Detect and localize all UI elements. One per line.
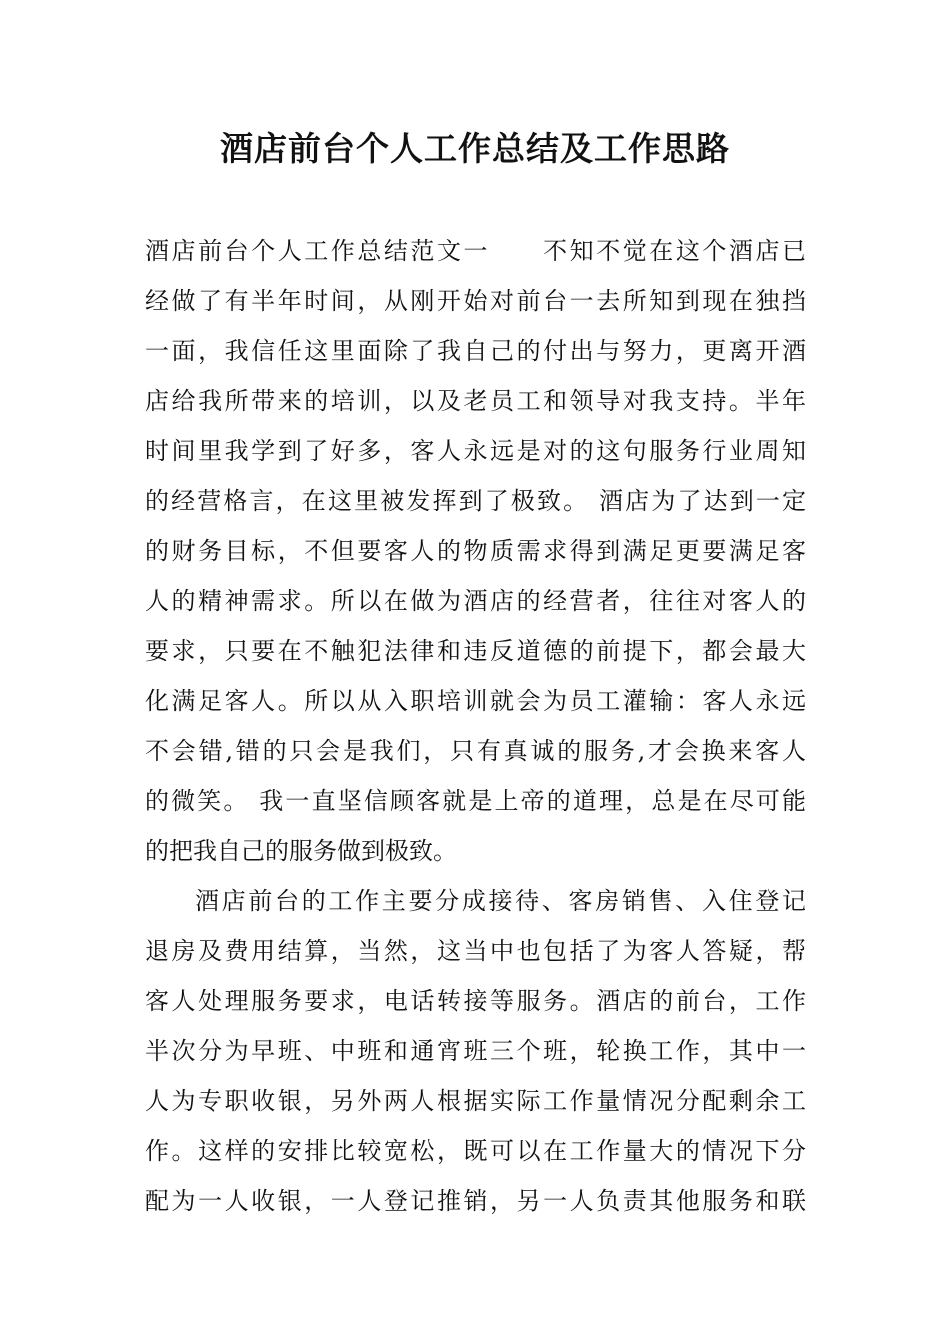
text-line: 时间里我学到了好多，客人永远是对的这句服务行业周知	[145, 437, 806, 465]
text-line: 半次分为早班、中班和通宵班三个班，轮换工作，其中一	[145, 1037, 806, 1065]
text-line: 经做了有半年时间，从刚开始对前台一去所知到现在独挡	[145, 287, 806, 315]
text-line: 人为专职收银，另外两人根据实际工作量情况分配剩余工	[145, 1087, 806, 1115]
text-line: 不会错,错的只会是我们，只有真诚的服务,才会换来客人	[145, 737, 806, 765]
text-line: 化满足客人。所以从入职培训就会为员工灌输：客人永远	[145, 687, 806, 715]
text-line: 要求，只要在不触犯法律和违反道德的前提下，都会最大	[145, 637, 806, 665]
text-line: 配为一人收银，一人登记推销，另一人负责其他服务和联	[145, 1187, 806, 1215]
text-line: 店给我所带来的培训，以及老员工和领导对我支持。半年	[145, 387, 806, 415]
text-line: 的把我自己的服务做到极致。	[145, 837, 457, 865]
document-body	[145, 226, 806, 1226]
text-line: 一面，我信任这里面除了我自己的付出与努力，更离开酒	[145, 337, 806, 365]
text-line: 酒店前台的工作主要分成接待、客房销售、入住登记	[195, 887, 806, 915]
text-line: 的微笑。 我一直坚信顾客就是上帝的道理，总是在尽可能	[145, 787, 806, 815]
text-line: 酒店前台个人工作总结范文一 不知不觉在这个酒店已	[145, 237, 806, 265]
document-title: 酒店前台个人工作总结及工作思路	[220, 129, 730, 168]
text-line: 客人处理服务要求，电话转接等服务。酒店的前台，工作	[145, 987, 806, 1015]
text-line: 的经营格言，在这里被发挥到了极致。 酒店为了达到一定	[145, 487, 806, 515]
text-line: 退房及费用结算，当然，这当中也包括了为客人答疑，帮	[145, 937, 806, 965]
text-line: 人的精神需求。所以在做为酒店的经营者，往往对客人的	[145, 587, 806, 615]
text-line: 的财务目标，不但要客人的物质需求得到满足更要满足客	[145, 537, 806, 565]
text-line: 作。这样的安排比较宽松，既可以在工作量大的情况下分	[145, 1137, 806, 1165]
